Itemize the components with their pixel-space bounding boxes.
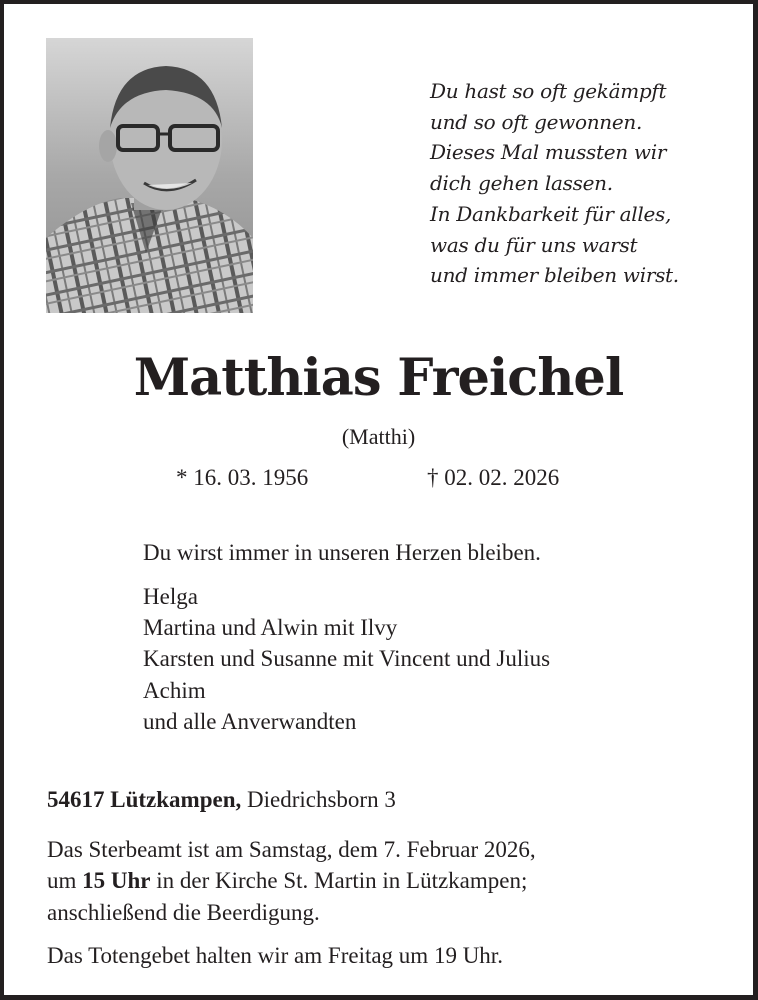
mourner: und alle Anverwandten [143, 708, 357, 734]
portrait-photo [46, 38, 253, 313]
poem-line: und immer bleiben wirst. [430, 263, 679, 288]
service-line: Das Sterbeamt ist am Samstag, dem 7. Februar 2026, [47, 837, 536, 862]
address-street: Diedrichsborn 3 [241, 787, 396, 812]
poem-line: dich gehen lassen. [430, 171, 613, 196]
funeral-service-info [47, 834, 737, 928]
deceased-name: Matthias Freichel [133, 348, 624, 408]
service-time: 15 Uhr [82, 868, 151, 894]
prayer-info: Das Totengebet halten wir am Freitag um 19 Uhr. [47, 943, 503, 968]
poem [430, 76, 679, 291]
mourner: Martina und Alwin mit Ilvy [143, 615, 398, 641]
service-text: um [47, 868, 83, 894]
poem-line: Dieses Mal mussten wir [430, 140, 667, 165]
poem-line: und so oft gewonnen. [430, 109, 643, 134]
portrait-photo-icon [46, 38, 253, 313]
address [47, 783, 396, 817]
mourner: Helga [143, 584, 198, 609]
service-line: anschließend die Beerdigung. [47, 899, 320, 925]
mourner: Achim [143, 677, 206, 703]
life-dates [4, 461, 753, 495]
service-text: in der Kirche St. Martin in Lützkampen; [150, 868, 528, 894]
farewell-line: Du wirst immer in unseren Herzen bleiben. [143, 540, 541, 565]
address-postal-city: 54617 Lützkampen, [47, 787, 242, 812]
poem-line: was du für uns warst [430, 232, 638, 257]
poem-line: In Dankbarkeit für alles, [430, 201, 672, 226]
mourners-list [143, 581, 550, 737]
poem-line: Du hast so oft gekämpft [430, 79, 667, 103]
service-line [47, 865, 737, 896]
mourner: Karsten und Susanne mit Vincent und Julius [143, 646, 551, 672]
nickname: (Matthi) [341, 424, 416, 449]
death-date: † 02. 02. 2026 [427, 465, 560, 490]
birth-date: * 16. 03. 1956 [176, 465, 309, 490]
